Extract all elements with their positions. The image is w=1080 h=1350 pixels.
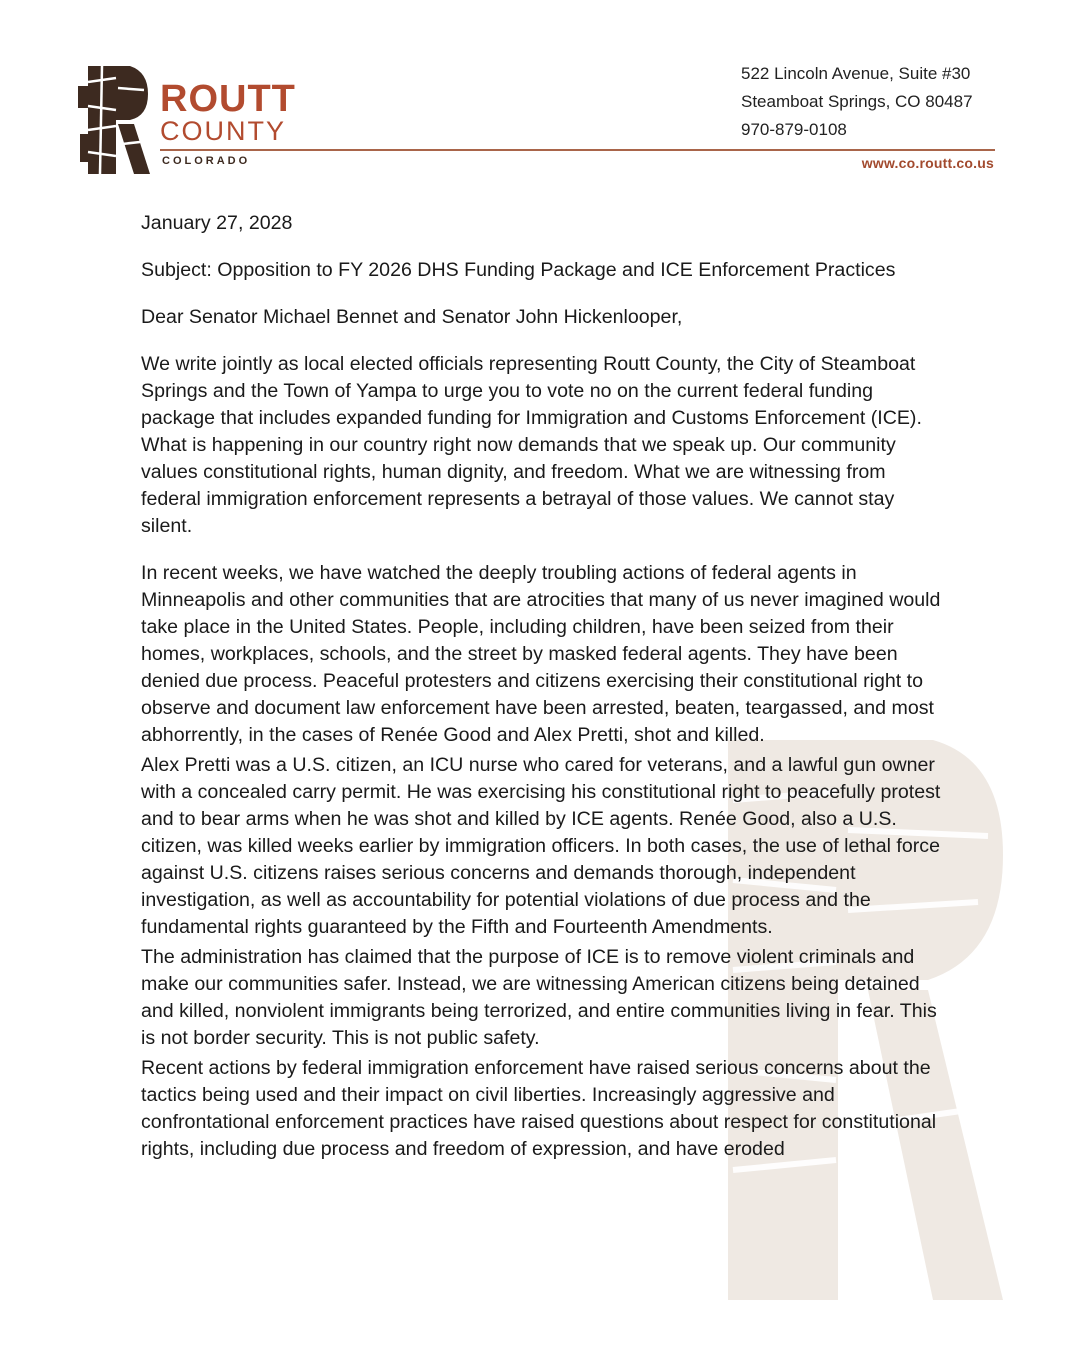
phone-number: 970-879-0108 [741, 120, 847, 139]
address-line-2: Steamboat Springs, CO 80487 [741, 92, 973, 111]
letter-subject: Subject: Opposition to FY 2026 DHS Funding Package and ICE Enforcement Practices [141, 259, 896, 281]
routt-county-r-logo-icon [78, 64, 150, 176]
logo-wordmark-colorado: COLORADO [162, 155, 251, 167]
logo-wordmark-routt: ROUTT [160, 78, 296, 120]
letter-salutation: Dear Senator Michael Bennet and Senator John Hickenlooper, [141, 306, 683, 328]
paragraph: The administration has claimed that the purpose of ICE is to remove violent criminals and make our communities safer. Instead, we are witnessing American citizens being detained and killed, nonviolent immigrants being terrorized, and entire communities living in fear. This is not border security. This is not public safety. [141, 946, 937, 1049]
paragraph: In recent weeks, we have watched the deeply troubling actions of federal agents in Minneapolis and other communities that are atrocities that many of us never imagined would take place in the United States. People, including children, have been seized from their homes, workplaces, schools, and the street by masked federal agents. They have been denied due process. Peaceful protesters and citizens exercising their constitutional right to observe and document law enforcement have been arrested, beaten, teargassed, and most abhorrently, in the cases of Renée Good and Alex Pretti, shot and killed. [141, 562, 941, 746]
letterhead-divider [160, 149, 995, 151]
letter-body [141, 210, 941, 1166]
address-line-1: 522 Lincoln Avenue, Suite #30 [741, 64, 971, 83]
logo-wordmark-county: COUNTY [160, 116, 286, 146]
letterhead [0, 0, 1080, 190]
website-link[interactable]: www.co.routt.co.us [861, 155, 994, 171]
paragraph: Alex Pretti was a U.S. citizen, an ICU nurse who cared for veterans, and a lawful gun owner with a concealed carry permit. He was exercising his constitutional right to peacefully protest and to bear arms when he was shot and killed by ICE agents. Renée Good, also a U.S. citizen, was killed weeks earlier by immigration officers. In both cases, the use of lethal force against U.S. citizens raises serious concerns and demands thorough, independent investigation, as well as accountability for potential violations of due process and the fundamental rights guaranteed by the Fifth and Fourteenth Amendments. [141, 754, 941, 938]
paragraph: Recent actions by federal immigration enforcement have raised serious concerns about the tactics being used and their impact on civil liberties. Increasingly aggressive and confrontational enforcement practices have raised questions about respect for constitutional rights, including due process and freedom of expression, and have eroded [141, 1057, 937, 1160]
paragraph: We write jointly as local elected officials representing Routt County, the City of Steamboat Springs and the Town of Yampa to urge you to vote no on the current federal funding package that includes expanded funding for Immigration and Customs Enforcement (ICE). What is happening in our country right now demands that we speak up. Our community values constitutional rights, human dignity, and freedom. What we are witnessing from federal immigration enforcement represents a betrayal of those values. We cannot stay silent. [141, 353, 922, 537]
letter-date: January 27, 2028 [141, 212, 293, 234]
office-address [741, 60, 973, 144]
